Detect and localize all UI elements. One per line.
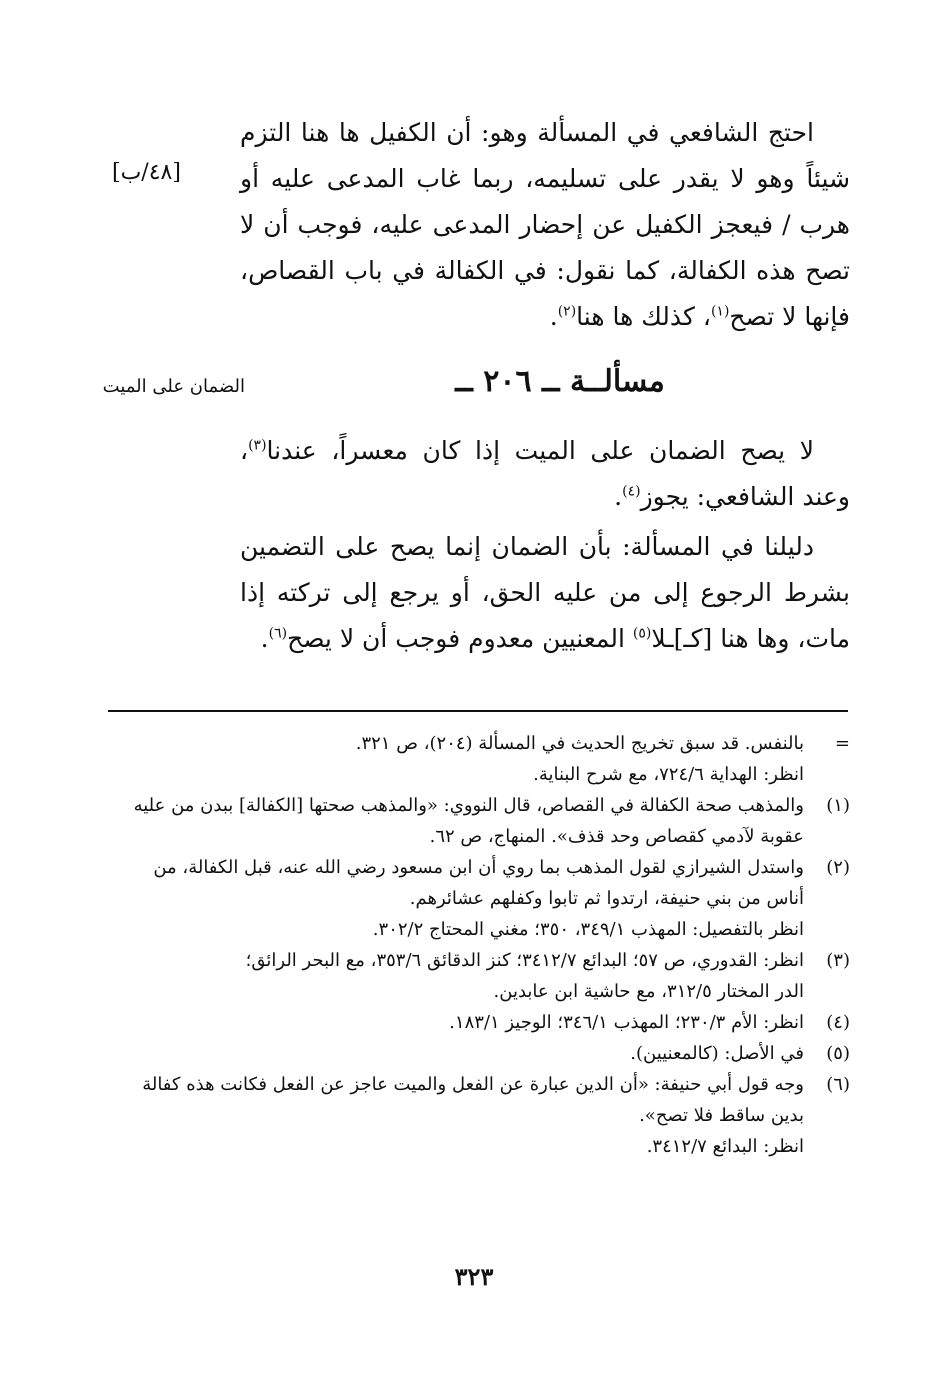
footnote-line: أناس من بني حنيفة، ارتدوا ثم تابوا وكفلهم عشائرهم. [409,888,804,909]
footnote-line: الدر المختار ٣١٢/٥، مع حاشية ابن عابدين. [493,981,804,1002]
footnote-marker: = [834,733,850,754]
footnote-marker: (٢) [826,857,850,878]
footnote-1 [100,790,850,852]
body-line: ، كذلك [641,302,711,331]
footnote-line: والمذهب صحة الكفالة في القصاص، قال النووي: «والمذهب صحتها [الكفالة] ببدن من عليه [133,795,804,816]
body-line: كما نقول: في الكفالة في باب القصاص، فإنها لا تصح [240,256,850,331]
body-line: احتج الشافعي في المسألة وهو: أن الكفيل ها هنا التزم شيئاً [240,118,851,193]
footnote-line: بالنفس. قد سبق تخريج الحديث في المسألة (٢٠٤)، ص ٣٢١. [355,733,804,754]
body-paragraph [240,428,850,520]
footnote-line: انظر: القدوري، ص ٥٧؛ البدائع ٣٤١٢/٧؛ كنز الدقائق ٣٥٣/٦، مع البحر الرائق؛ [245,950,804,971]
footnote-marker: (٥) [826,1043,850,1064]
masala-heading: مسألــة ــ ٢٠٦ ــ [455,364,665,399]
page-number: ٣٢٣ [454,1262,494,1291]
body-text: [كـ]ـلا [651,624,713,653]
footnote-marker: (٤) [826,1012,850,1033]
footnote-marker: (١) [826,795,850,816]
body-text: ، وعند [240,436,850,511]
body-line: الكفيل عن إحضار المدعى عليه، فوجب أن لا تصح هذه الكفالة، [240,210,851,285]
footnote-line: انظر: البدائع ٣٤١٢/٧. [646,1136,804,1157]
footnote-line: واستدل الشيرازي لقول المذهب بما روي أن ابن مسعود رضي الله عنه، قبل الكفالة، من [153,857,804,878]
footnotes [100,728,850,1162]
footnote-3 [100,945,850,1007]
footnote-ref[interactable]: (٥) [632,625,652,642]
footnote-line: في الأصل: (كالمعنيين). [630,1043,804,1064]
footnote-5 [100,1038,850,1069]
body-line: ها هنا [576,302,634,331]
body-text: لا يصح الضمان على الميت إذا كان معسراً، عندنا [266,436,814,465]
margin-topic-heading: الضمان على الميت [102,376,245,397]
footnote-ref[interactable]: (٢) [557,303,577,320]
footnote-marker: (٣) [826,950,850,971]
body-text: الشافعي: يجوز [640,482,795,511]
margin-folio-reference: [٤٨/ب] [112,160,181,185]
body-text: الرجوع إلى من عليه الحق، أو يرجع إلى تركته إذا مات، وها هنا [240,578,850,653]
body-text: . [614,482,623,511]
footnote-6 [100,1069,850,1162]
body-section-2 [240,428,850,666]
footnote-line: بدين ساقط فلا تصح». [639,1105,804,1126]
body-text: دليلنا في المسألة: بأن الضمان إنما يصح على التضمين بشرط [240,532,850,607]
footnote-line: انظر: الأم ٢٣٠/٣؛ المهذب ٣٤٦/١؛ الوجيز ١٨٣/١. [449,1012,804,1033]
footnote-line: وجه قول أبي حنيفة: «أن الدين عبارة عن الفعل والميت عاجز عن الفعل فكانت هذه كفالة [142,1074,804,1095]
footnote-line: انظر: الهداية ٧٢٤/٦، مع شرح البناية. [533,764,804,785]
footnote-ref[interactable]: (٦) [268,625,288,642]
footnote-ref[interactable]: (١) [710,303,730,320]
footnote-divider [108,710,848,712]
footnote-4 [100,1007,850,1038]
body-paragraph [240,110,850,340]
footnote-2 [100,852,850,945]
footnote-ref[interactable]: (٣) [248,437,267,454]
body-text: . [260,624,269,653]
footnote-continuation [100,728,850,790]
body-line: وهو لا يقدر على تسليمه، ربما غاب المدعى عليه أو هرب / فيعجز [240,164,850,239]
footnote-line: عقوبة لآدمي كقصاص وحد قذف». المنهاج، ص ٦٢. [429,826,804,847]
footnote-line: انظر بالتفصيل: المهذب ٣٤٩/١، ٣٥٠؛ مغني المحتاج ٣٠٢/٢. [372,919,804,940]
footnote-ref[interactable]: (٤) [622,483,641,500]
body-line: . [549,302,558,331]
body-paragraph [240,524,850,662]
footnote-marker: (٦) [826,1074,850,1095]
body-section-1 [240,110,850,340]
body-text: المعنيين معدوم فوجب أن لا يصح [287,624,633,653]
